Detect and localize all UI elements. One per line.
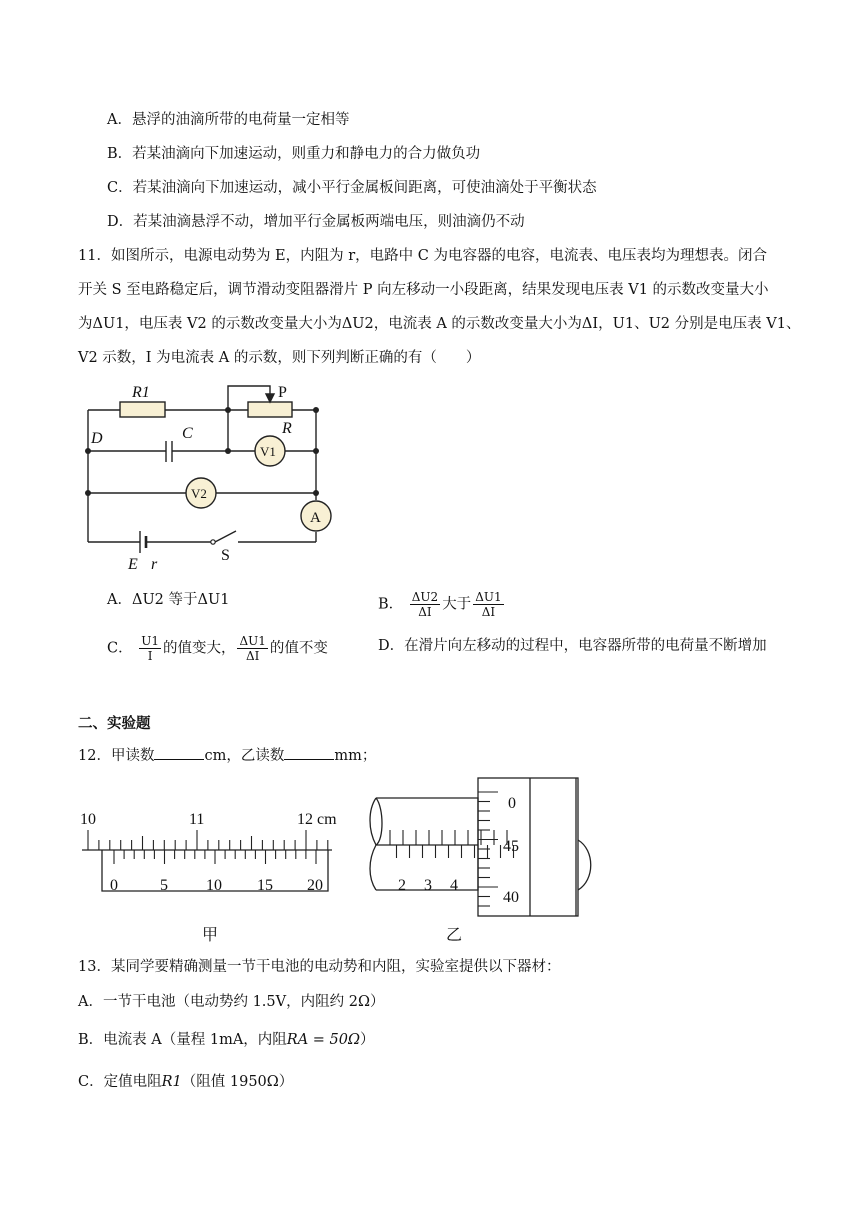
sleeve-label-3: 3 [424, 877, 432, 894]
q11-option-a-text: ΔU2 等于ΔU1 [131, 592, 230, 608]
q11-option-c-end: 的值不变 [269, 640, 328, 657]
q13-item-b-post: ） [360, 1032, 375, 1048]
q11-option-b-mid: 大于 [442, 596, 472, 613]
q11-stem-line1: 11．如图所示，电源电动势为 E，内阻为 r，电路中 C 为电容器的电容，电流表、电压表均为理想表。闭合 [78, 248, 767, 264]
label-e: E [128, 556, 138, 573]
caliper-label-11: 11 [189, 811, 205, 828]
label-s: S [221, 547, 230, 564]
q11-option-d: D．在滑片向左移动的过程中，电容器所带的电荷量不断增加 [378, 638, 767, 654]
label-r-internal: r [151, 556, 158, 573]
frac-denominator: ΔI [481, 605, 496, 619]
q11-stem-line4: V2 示数，I 为电流表 A 的示数，则下列判断正确的有（ ） [78, 350, 481, 366]
vernier-label-10: 10 [206, 877, 222, 894]
q11-stem-line2: 开关 S 至电路稳定后，调节滑动变阻器滑片 P 向左移动一小段距离，结果发现电压表 V1 的示数改变量大小 [78, 282, 769, 298]
q10-option-b: B．若某油滴向下加速运动，则重力和静电力的合力做负功 [107, 146, 481, 162]
label-r1: R1 [132, 384, 150, 401]
label-p: P [278, 384, 287, 401]
q11-option-c-mid: 的值变大， [162, 640, 236, 657]
q13-item-b-math: RA = 50Ω [286, 1032, 361, 1048]
frac-numerator: ΔU1 [239, 634, 266, 648]
q13-item-b-pre: B．电流表 A（量程 1mA，内阻 [78, 1032, 287, 1048]
frac-numerator: U1 [141, 634, 159, 648]
frac-denominator: ΔI [245, 649, 260, 663]
q12-unit2: mm； [334, 748, 377, 764]
thimble-label-40: 40 [503, 889, 519, 906]
caliper-caption: 甲 [202, 927, 219, 944]
q10-option-a: A．悬浮的油滴所带的电荷量一定相等 [107, 112, 350, 128]
sleeve-label-2: 2 [398, 877, 406, 894]
q13-item-a: A．一节干电池（电动势约 1.5V，内阻约 2Ω） [78, 994, 385, 1010]
q11-stem-line3: 为ΔU1，电压表 V2 的示数改变量大小为ΔU2，电流表 A 的示数改变量大小为ΔI，U1、U2 分别是电压表 V1、 [78, 316, 801, 332]
frac-denominator: I [147, 649, 153, 663]
vernier-label-5: 5 [160, 877, 168, 894]
q13-item-c-post: （阻值 1950Ω） [181, 1074, 294, 1090]
label-d: D [91, 430, 103, 447]
q11-option-b-prefix: B． [378, 596, 404, 613]
q12-unit1: cm，乙读数 [204, 748, 285, 764]
q13-item-c [78, 1072, 293, 1092]
caliper-label-10: 10 [80, 811, 96, 828]
label-c: C [182, 425, 193, 442]
label-a: A [310, 510, 321, 526]
vernier-label-0: 0 [110, 877, 118, 894]
q13-stem: 13．某同学要精确测量一节干电池的电动势和内阻，实验室提供以下器材： [78, 959, 561, 975]
frac-numerator: ΔU2 [411, 590, 439, 604]
micrometer-caption: 乙 [446, 927, 463, 944]
q13-item-c-math: R1 [161, 1074, 182, 1090]
frac-denominator: ΔI [418, 605, 432, 619]
q12-prefix: 12．甲读数 [78, 748, 155, 764]
label-r: R [282, 420, 292, 437]
thimble-label-0: 0 [508, 795, 516, 812]
thimble-label-45: 45 [503, 838, 519, 855]
q13-item-c-pre: C．定值电阻 [78, 1074, 162, 1090]
sleeve-label-4: 4 [450, 877, 458, 894]
frac-numerator: ΔU1 [475, 590, 502, 604]
q13-item-b [78, 1030, 375, 1050]
label-v1: V1 [260, 444, 276, 459]
q11-option-a-prefix: A． [107, 592, 132, 608]
q10-option-d: D．若某油滴悬浮不动，增加平行金属板两端电压，则油滴仍不动 [107, 214, 525, 230]
label-v2: V2 [191, 486, 207, 501]
caliper-label-12cm: 12 cm [297, 811, 337, 828]
vernier-label-15: 15 [257, 877, 273, 894]
q10-option-c: C．若某油滴向下加速运动，减小平行金属板间距离，可使油滴处于平衡状态 [107, 180, 597, 196]
q11-option-c-prefix: C． [107, 640, 133, 657]
vernier-label-20: 20 [307, 877, 323, 894]
section-title: 二、实验题 [78, 715, 151, 732]
